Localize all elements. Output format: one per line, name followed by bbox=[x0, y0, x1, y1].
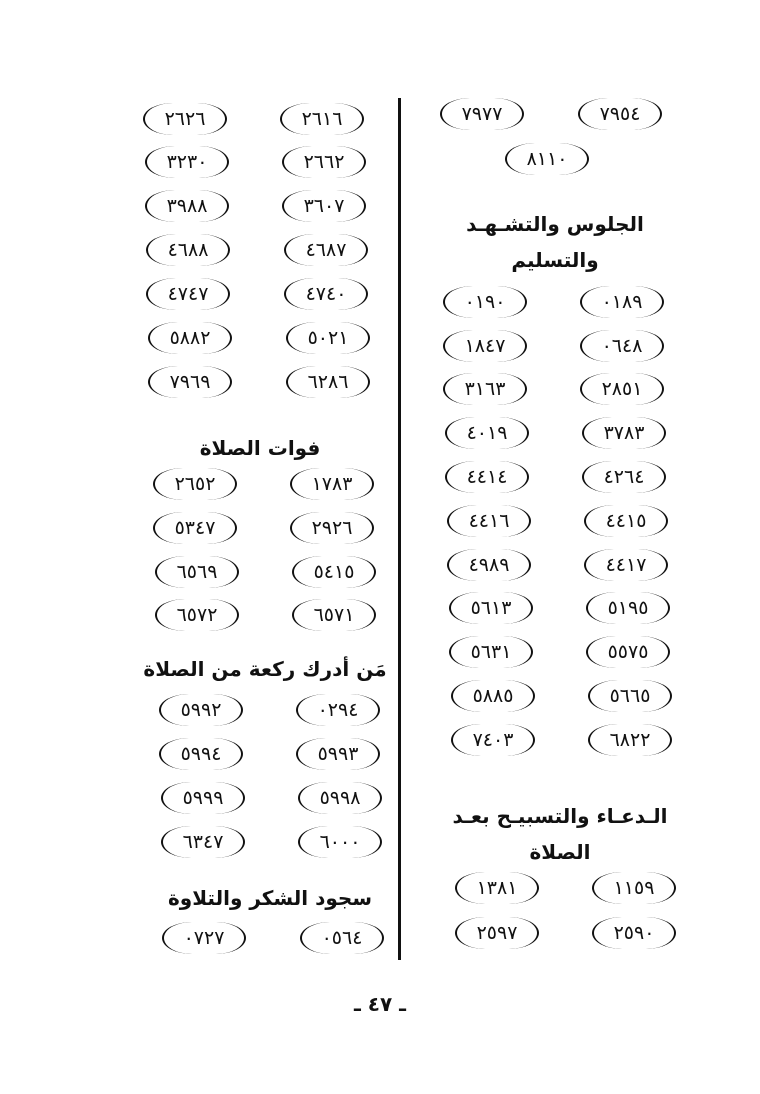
reference-number: ٠٢٩٤ bbox=[296, 694, 380, 726]
reference-number: ٥٦١٣ bbox=[449, 592, 533, 624]
reference-number: ٥٩٩٣ bbox=[296, 738, 380, 770]
reference-number: ٣٩٨٨ bbox=[145, 190, 229, 222]
section-heading: مَن أدرك ركعة من الصلاة bbox=[143, 657, 387, 681]
reference-number: ٥٩٩٤ bbox=[159, 738, 243, 770]
section-heading: فوات الصلاة bbox=[199, 436, 321, 460]
reference-number: ٧٩٧٧ bbox=[440, 98, 524, 130]
reference-number: ٦٥٦٩ bbox=[155, 556, 239, 588]
reference-number: ١٣٨١ bbox=[455, 872, 539, 904]
section-heading: سجود الشكر والتلاوة bbox=[168, 886, 372, 910]
reference-number: ٦٨٢٢ bbox=[588, 724, 672, 756]
reference-number: ٤٤١٧ bbox=[584, 549, 668, 581]
reference-number: ٢٦١٦ bbox=[280, 103, 364, 135]
reference-number: ٥٤١٥ bbox=[292, 556, 376, 588]
reference-number: ٥٩٩٨ bbox=[298, 782, 382, 814]
reference-number: ٦٥٧٢ bbox=[155, 599, 239, 631]
reference-number: ٠١٨٩ bbox=[580, 286, 664, 318]
reference-number: ٤٧٤٧ bbox=[146, 278, 230, 310]
reference-number: ٢٥٩٧ bbox=[455, 917, 539, 949]
reference-number: ٠١٩٠ bbox=[443, 286, 527, 318]
reference-number: ٣٧٨٣ bbox=[582, 417, 666, 449]
reference-number: ٧٩٥٤ bbox=[578, 98, 662, 130]
reference-number: ٦٣٤٧ bbox=[161, 826, 245, 858]
reference-number: ٠٦٤٨ bbox=[580, 330, 664, 362]
reference-number: ٥٠٢١ bbox=[286, 322, 370, 354]
reference-number: ٤٠١٩ bbox=[445, 417, 529, 449]
reference-number: ٤٧٤٠ bbox=[284, 278, 368, 310]
reference-number: ٠٥٦٤ bbox=[300, 922, 384, 954]
reference-number: ٥٦٦٥ bbox=[588, 680, 672, 712]
reference-number: ٤٢٦٤ bbox=[582, 461, 666, 493]
reference-number: ٤٩٨٩ bbox=[447, 549, 531, 581]
reference-number: ١٧٨٣ bbox=[290, 468, 374, 500]
reference-number: ٤٤١٤ bbox=[445, 461, 529, 493]
section-heading: الـدعـاء والتسبيـح بعـد الصلاة bbox=[452, 804, 668, 864]
reference-number: ٣٦٠٧ bbox=[282, 190, 366, 222]
reference-number: ٢٦٢٦ bbox=[143, 103, 227, 135]
reference-number: ٦٥٧١ bbox=[292, 599, 376, 631]
reference-number: ٥٨٨٢ bbox=[148, 322, 232, 354]
reference-number: ٢٦٥٢ bbox=[153, 468, 237, 500]
reference-number: ٥٦٣١ bbox=[449, 636, 533, 668]
reference-number: ٧٩٦٩ bbox=[148, 366, 232, 398]
reference-number: ٦٠٠٠ bbox=[298, 826, 382, 858]
reference-number: ٢٨٥١ bbox=[580, 373, 664, 405]
page-number: ـ ٤٧ ـ bbox=[353, 992, 407, 1016]
reference-number: ١١٥٩ bbox=[592, 872, 676, 904]
reference-number: ١٨٤٧ bbox=[443, 330, 527, 362]
reference-number: ٤٦٨٧ bbox=[284, 234, 368, 266]
reference-number: ٣١٦٣ bbox=[443, 373, 527, 405]
reference-number: ٥٥٧٥ bbox=[586, 636, 670, 668]
reference-number: ٢٦٦٢ bbox=[282, 146, 366, 178]
reference-number: ٨١١٠ bbox=[505, 143, 589, 175]
reference-number: ٢٥٩٠ bbox=[592, 917, 676, 949]
reference-number: ٥٩٩٢ bbox=[159, 694, 243, 726]
reference-number: ٧٤٠٣ bbox=[451, 724, 535, 756]
reference-number: ٤٤١٥ bbox=[584, 505, 668, 537]
reference-number: ٦٢٨٦ bbox=[286, 366, 370, 398]
reference-number: ٣٢٣٠ bbox=[145, 146, 229, 178]
reference-number: ٥١٩٥ bbox=[586, 592, 670, 624]
reference-number: ٢٩٢٦ bbox=[290, 512, 374, 544]
column-divider bbox=[398, 98, 401, 960]
reference-number: ٤٦٨٨ bbox=[146, 234, 230, 266]
section-heading: الجلوس والتشـهـد والتسليم bbox=[466, 212, 644, 272]
reference-number: ٤٤١٦ bbox=[447, 505, 531, 537]
reference-number: ٥٣٤٧ bbox=[153, 512, 237, 544]
reference-number: ٥٩٩٩ bbox=[161, 782, 245, 814]
reference-number: ٥٨٨٥ bbox=[451, 680, 535, 712]
reference-number: ٠٧٢٧ bbox=[162, 922, 246, 954]
